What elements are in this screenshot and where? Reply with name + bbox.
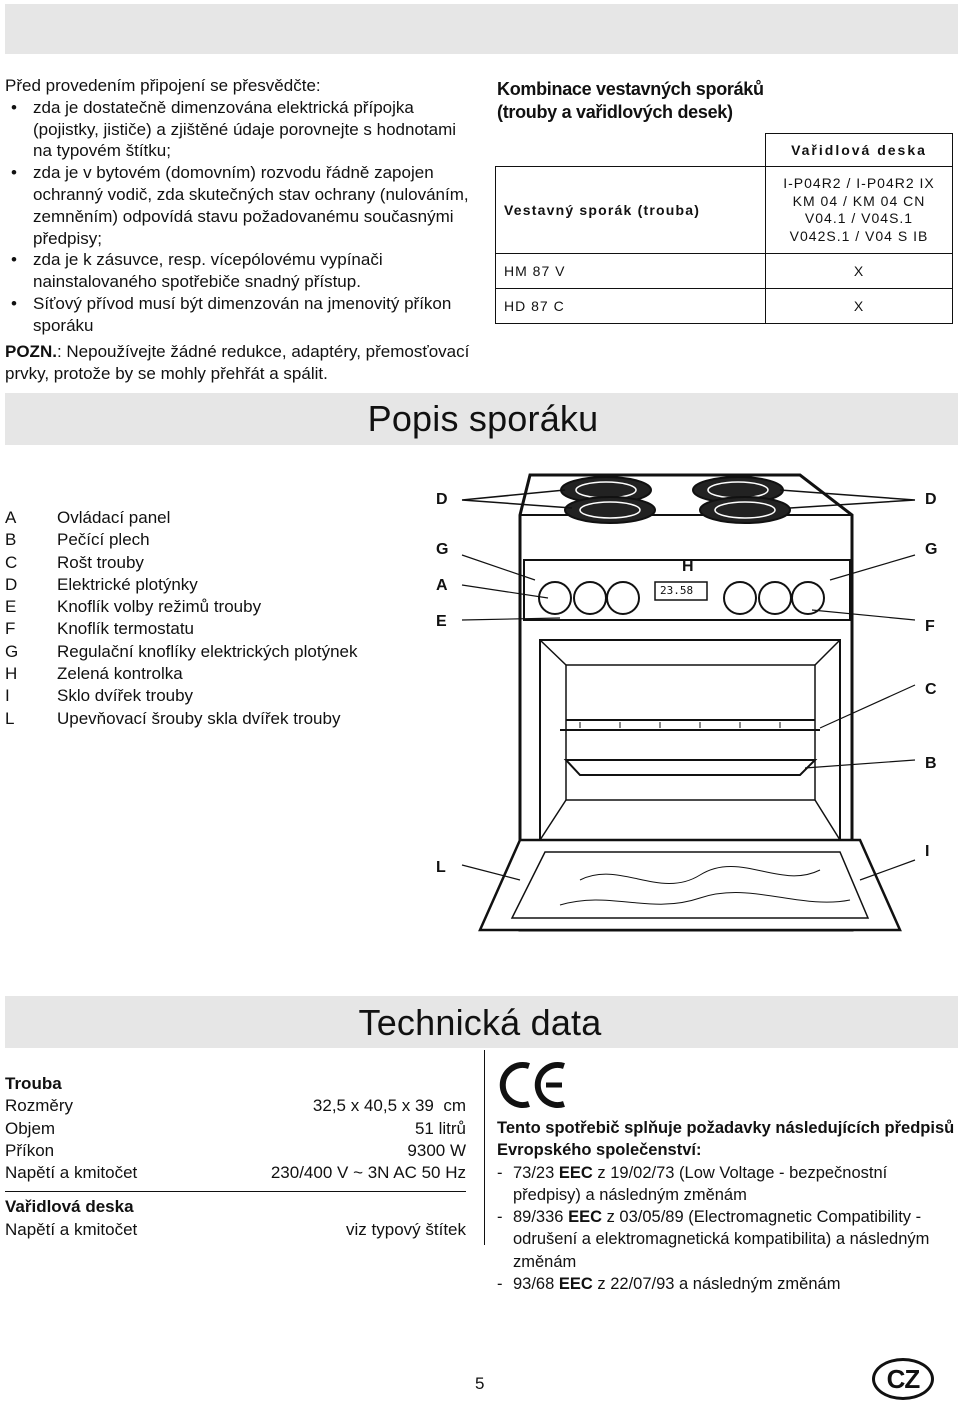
- ce-item-eec: EEC: [568, 1208, 602, 1227]
- ce-item-text: z 19/02/73 (Low Voltage - bezpečnostní předpisy) a následným změnám: [513, 1163, 888, 1204]
- legend-letter: I: [5, 686, 10, 706]
- combinations-title: Kombinace vestavných sporáků (trouby a vařidlových desek): [497, 79, 764, 122]
- precheck-list: [5, 97, 475, 337]
- ce-item: [497, 1162, 957, 1207]
- page-number: 5: [475, 1374, 485, 1393]
- label-C: C: [925, 681, 937, 698]
- legend-letter: C: [5, 552, 18, 572]
- label-L: L: [436, 859, 446, 876]
- label-D-right: D: [925, 491, 937, 508]
- label-H: H: [682, 558, 694, 575]
- label-D-left: D: [436, 491, 448, 508]
- compat-mark: X: [766, 289, 953, 324]
- label-F: F: [925, 618, 935, 635]
- legend-text: Pečící plech: [57, 530, 150, 550]
- compat-mark: X: [766, 254, 953, 289]
- legend-text: Regulační knoflíky elektrických plotýnek: [57, 641, 358, 661]
- tech-label: Napětí a kmitočet: [5, 1219, 138, 1239]
- tech-row: [5, 1219, 466, 1241]
- legend-text: Ovládací panel: [57, 508, 171, 527]
- ce-item-text: z 03/05/89 (Electromagnetic Compatibility - odrušení a elektromagnetická kompatibilita) a následným změnám: [513, 1208, 930, 1271]
- country-badge: [872, 1358, 934, 1400]
- legend-letter: B: [5, 530, 17, 550]
- tech-label: Objem: [5, 1118, 56, 1138]
- legend-text: Upevňovací šrouby skla dvířek trouby: [57, 708, 341, 728]
- precheck-item: • Síťový přívod musí být dimenzován na jmenovitý příkon sporáku: [5, 293, 475, 337]
- oven-model-cell: HD 87 C: [496, 289, 766, 324]
- tech-label: Rozměry: [5, 1096, 74, 1116]
- ce-mark-icon: [496, 1060, 568, 1110]
- ce-item: [497, 1273, 957, 1295]
- oven-model-cell: HM 87 V: [496, 254, 766, 289]
- description-title: Popis sporáku: [367, 398, 599, 439]
- legend-text: Elektrické plotýnky: [57, 574, 198, 594]
- legend-letter: H: [5, 664, 18, 684]
- ce-item-eec: EEC: [558, 1275, 593, 1294]
- label-I: I: [925, 843, 930, 860]
- label-B: B: [925, 755, 937, 772]
- legend-letter: E: [5, 597, 17, 617]
- ce-list: [497, 1162, 957, 1296]
- country-badge-text: CZ: [886, 1363, 920, 1394]
- ce-heading: Tento spotřebič splňuje požadavky následujících předpisů Evropského společenství:: [497, 1119, 955, 1160]
- tech-label: Příkon: [5, 1140, 55, 1160]
- tech-row: [5, 1140, 466, 1162]
- precheck-item: • zda je dostatečně dimenzována elektrická přípojka (pojistky, jističe) a zjištěné údaje porovnejte s hodnotami na typovém štítku;: [5, 97, 475, 162]
- legend-text: Knoflík volby režimů trouby: [57, 597, 262, 617]
- precheck-intro: Před provedením připojení se přesvědčte:: [5, 76, 321, 95]
- legend-text: Zelená kontrolka: [57, 664, 183, 684]
- tech-label: Napětí a kmitočet: [5, 1163, 138, 1183]
- label-A: A: [436, 577, 448, 594]
- tech-row: [5, 1095, 466, 1117]
- tech-rule: [484, 1050, 485, 1245]
- tech-value: 32,5 x 40,5 x 39 cm: [312, 1096, 466, 1116]
- ce-item-eec: EEC: [558, 1163, 593, 1182]
- legend-letter: L: [5, 708, 15, 728]
- note-label: POZN.: [5, 342, 57, 361]
- legend-text: Sklo dvířek trouby: [57, 686, 194, 706]
- legend-letter: D: [5, 574, 18, 594]
- tech-value: 230/400 V ~ 3N AC 50 Hz: [270, 1163, 466, 1183]
- note-text: : Nepoužívejte žádné redukce, adaptéry, přemosťovací prvky, protože by se mohly přehřát a spálit.: [5, 342, 470, 383]
- oven-header: Trouba: [5, 1074, 62, 1093]
- header-band: [5, 4, 958, 54]
- note: [5, 341, 477, 385]
- label-G-right: G: [925, 541, 938, 558]
- legend-letter: F: [5, 619, 16, 639]
- ce-item-code: 93/68: [513, 1275, 559, 1294]
- ce-item-code: 73/23: [513, 1163, 559, 1182]
- legend-text: Knoflík termostatu: [57, 619, 195, 639]
- hob-models-cell: I-P04R2 / I-P04R2 IX KM 04 / KM 04 CN V04.1 / V04S.1 V042S.1 / V04 S IB: [766, 167, 953, 254]
- legend-text: Rošt trouby: [57, 552, 144, 572]
- ce-item: [497, 1206, 957, 1273]
- legend-letter: A: [5, 508, 17, 527]
- stove-diagram: [0, 460, 960, 950]
- tech-value: viz typový štítek: [346, 1219, 466, 1239]
- precheck-item: • zda je k zásuvce, resp. vícepólovému vypínači nainstalovaného spotřebiče snadný přístup.: [5, 249, 475, 293]
- precheck-section: [5, 75, 475, 337]
- tech-row: [5, 1162, 466, 1184]
- ce-item-text: z 22/07/93 a následným změnám: [592, 1275, 841, 1294]
- tech-title: Technická data: [358, 1002, 602, 1043]
- hob-header-cell: Vařidlová deska: [766, 134, 953, 167]
- tech-row: [5, 1118, 466, 1140]
- tech-value: 9300 W: [407, 1140, 466, 1160]
- label-G-left: G: [436, 541, 449, 558]
- ce-section: [497, 1117, 957, 1295]
- hob-header: Vařidlová deska: [5, 1197, 134, 1217]
- tech-divider: [5, 1191, 466, 1192]
- label-E: E: [436, 613, 447, 630]
- combinations-table: [495, 133, 953, 324]
- legend-letter: G: [5, 641, 19, 661]
- display-readout: 23.58: [660, 584, 694, 597]
- ce-item-code: 89/336: [513, 1208, 569, 1227]
- tech-table: [5, 1073, 466, 1241]
- oven-header-cell: Vestavný sporák (trouba): [496, 167, 766, 254]
- tech-value: 51 litrů: [414, 1118, 466, 1138]
- precheck-item: • zda je v bytovém (domovním) rozvodu řádně zapojen ochranný vodič, zda skutečných stav ochrany (nulováním, zemněním) odpovídá stavu požadovanému současnými předpisy;: [5, 162, 475, 249]
